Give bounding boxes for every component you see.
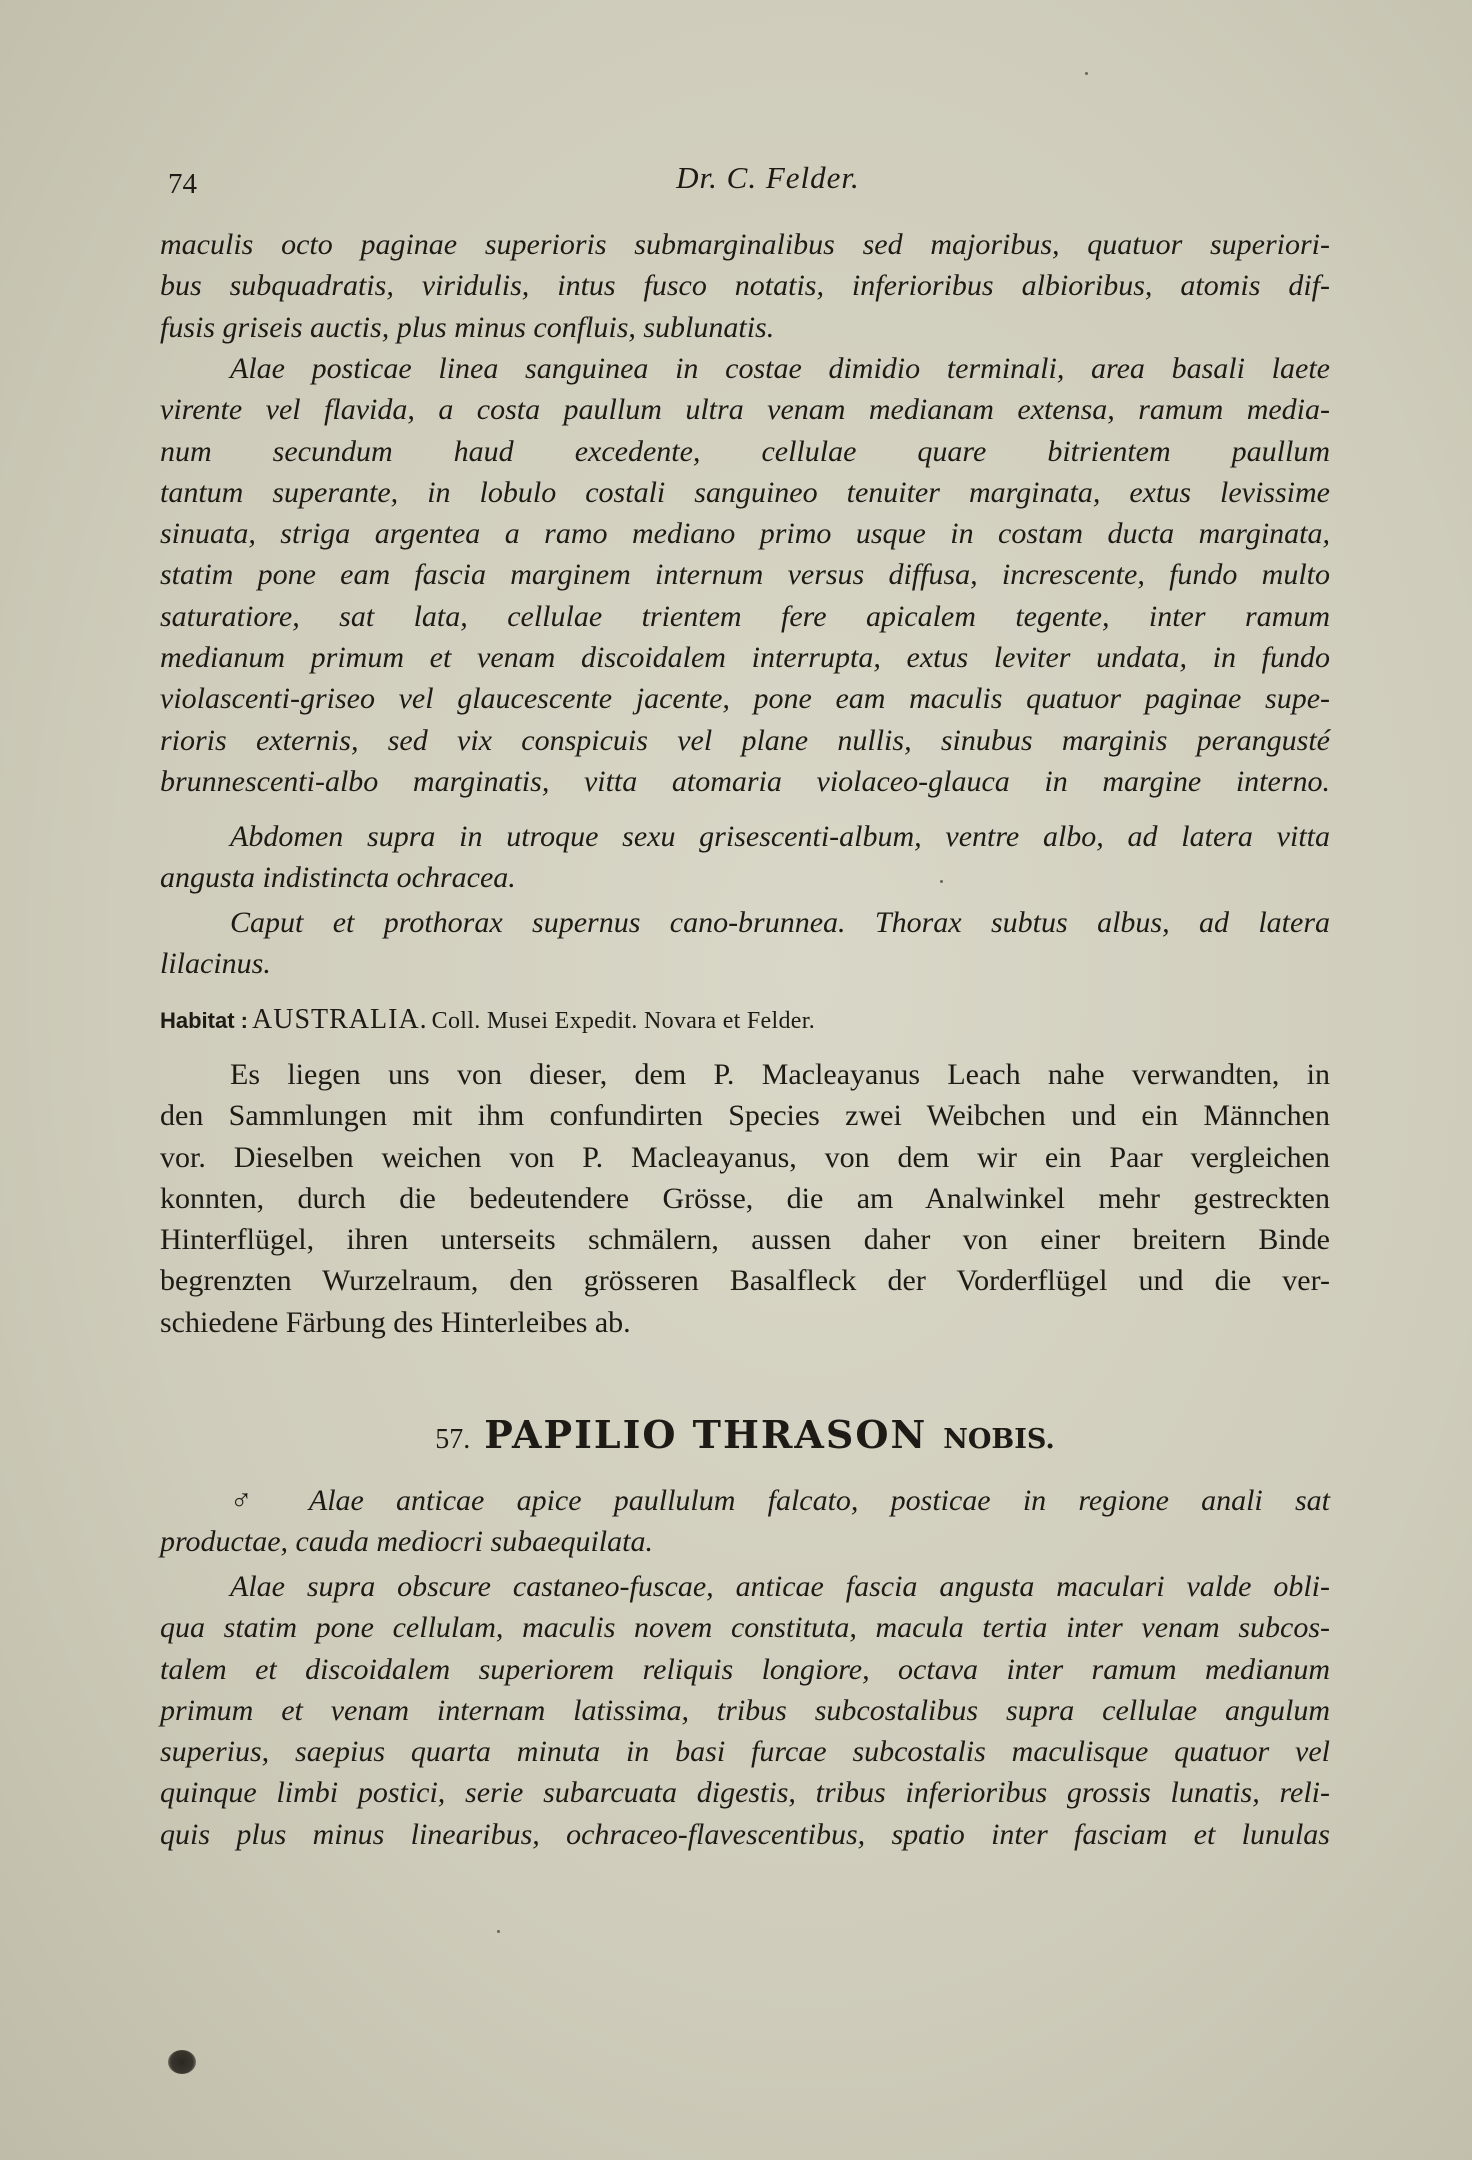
text-line: konnten, durch die bedeutendere Grösse, die am Analwinkel mehr gestreckten (160, 1181, 1330, 1215)
text-line: vor. Dieselben weichen von P. Macleayanus, von dem wir ein Paar vergleichen (160, 1140, 1330, 1174)
page-number: 74 (168, 168, 197, 200)
text-line: schiedene Färbung des Hinterleibes ab. (160, 1305, 631, 1339)
page-header (168, 160, 1328, 210)
paper-speck (940, 880, 943, 883)
text-line: lilacinus. (160, 947, 271, 981)
text-line: Alae posticae linea sanguinea in costae dimidio terminali, area basali laete (230, 352, 1330, 385)
german-paragraph (160, 1054, 1330, 1343)
text-line: Alae supra obscure castaneo-fuscae, anticae fascia angusta maculari valde obli- (230, 1570, 1330, 1603)
paper-speck (1085, 72, 1088, 75)
text-line: rioris externis, sed vix conspicuis vel plane nullis, sinubus marginis perangusté (160, 723, 1330, 757)
habitat-collection: Coll. Musei Expedit. Novara et Felder. (431, 1008, 816, 1034)
description-continuation (160, 224, 1330, 348)
text-line: saturatiore, sat lata, cellulae trientem fere apicalem tegente, inter ramum (160, 599, 1330, 633)
text-line: violascenti-griseo vel glaucescente jacente, pone eam maculis quatuor paginae supe- (160, 682, 1330, 716)
text-line: quinque limbi postici, serie subarcuata digestis, tribus inferioribus grossis lunatis, reli- (160, 1776, 1330, 1810)
text-line: sinuata, striga argentea a ramo mediano primo usque in costam ducta marginata, (160, 517, 1330, 551)
text-line: superius, saepius quarta minuta in basi furcae subcostalis maculisque quatuor vel (160, 1735, 1330, 1769)
text-line: virente vel flavida, a costa paullum ultra venam medianam extensa, ramum media- (160, 393, 1330, 427)
text-line: qua statim pone cellulam, maculis novem constituta, macula tertia inter venam subcos- (160, 1611, 1330, 1645)
text-line: num secundum haud excedente, cellulae quare bitrientem paullum (160, 434, 1330, 468)
text-line: Es liegen uns von dieser, dem P. Macleayanus Leach nahe verwandten, in (230, 1058, 1330, 1091)
running-title: Dr. C. Felder. (676, 160, 860, 195)
species-diagnosis (160, 1480, 1330, 1563)
text-line: maculis octo paginae superioris submarginalibus sed majoribus, quatuor superiori- (160, 228, 1330, 261)
text-line: brunnescenti-albo marginatis, vitta atomaria violaceo-glauca in margine interno. (160, 764, 1330, 798)
species-author: NOBIS. (943, 1424, 1055, 1455)
text-line: medianum primum et venam discoidalem interrupta, extus leviter undata, in fundo (160, 641, 1330, 675)
text-line: Abdomen supra in utroque sexu grisescenti-album, ventre albo, ad latera vitta (230, 820, 1330, 853)
habitat-line (160, 1002, 1330, 1042)
text-line: Hinterflügel, ihren unterseits schmälern, aussen daher von einer breitern Binde (160, 1223, 1330, 1257)
text-line: Caput et prothorax supernus cano-brunnea. Thorax subtus albus, ad latera (230, 906, 1330, 939)
habitat-label: Habitat : (160, 1008, 248, 1033)
text-line: productae, cauda mediocri subaequilata. (160, 1525, 653, 1559)
text-line: quis plus minus linearibus, ochraceo-flavescentibus, spatio inter fasciam et lunulas (160, 1817, 1330, 1851)
text-line: ♂ Alae anticae apice paullulum falcato, posticae in regione anali sat (230, 1484, 1330, 1517)
species-heading (160, 1412, 1330, 1457)
habitat-country: AUSTRALIA. (252, 1004, 428, 1035)
text-line: bus subquadratis, viridulis, intus fusco notatis, inferioribus albioribus, atomis dif- (160, 269, 1330, 303)
text-line: statim pone eam fascia marginem internum versus diffusa, increscente, fundo multo (160, 558, 1330, 592)
text-line: talem et discoidalem superiorem reliquis longiore, octava inter ramum medianum (160, 1652, 1330, 1686)
abdomen-description (160, 816, 1330, 899)
species-number: 57. (435, 1424, 471, 1455)
caput-description (160, 902, 1330, 985)
text-line: primum et venam internam latissima, tribus subcostalibus supra cellulae angulum (160, 1693, 1330, 1727)
text-line: begrenzten Wurzelraum, den grösseren Basalfleck der Vorderflügel und die ver- (160, 1264, 1330, 1298)
text-line: tantum superante, in lobulo costali sanguineo tenuiter marginata, extus levissime (160, 475, 1330, 509)
text-line: angusta indistincta ochracea. (160, 861, 516, 895)
ink-stain (168, 2050, 196, 2074)
text-line: den Sammlungen mit ihm confundirten Species zwei Weibchen und ein Männchen (160, 1099, 1330, 1133)
species-description (160, 1566, 1330, 1855)
text-line: fusis griseis auctis, plus minus confluis, sublunatis. (160, 310, 775, 344)
species-name: PAPILIO THRASON (484, 1412, 928, 1457)
hindwing-description (160, 348, 1330, 802)
paper-speck (497, 1930, 500, 1933)
